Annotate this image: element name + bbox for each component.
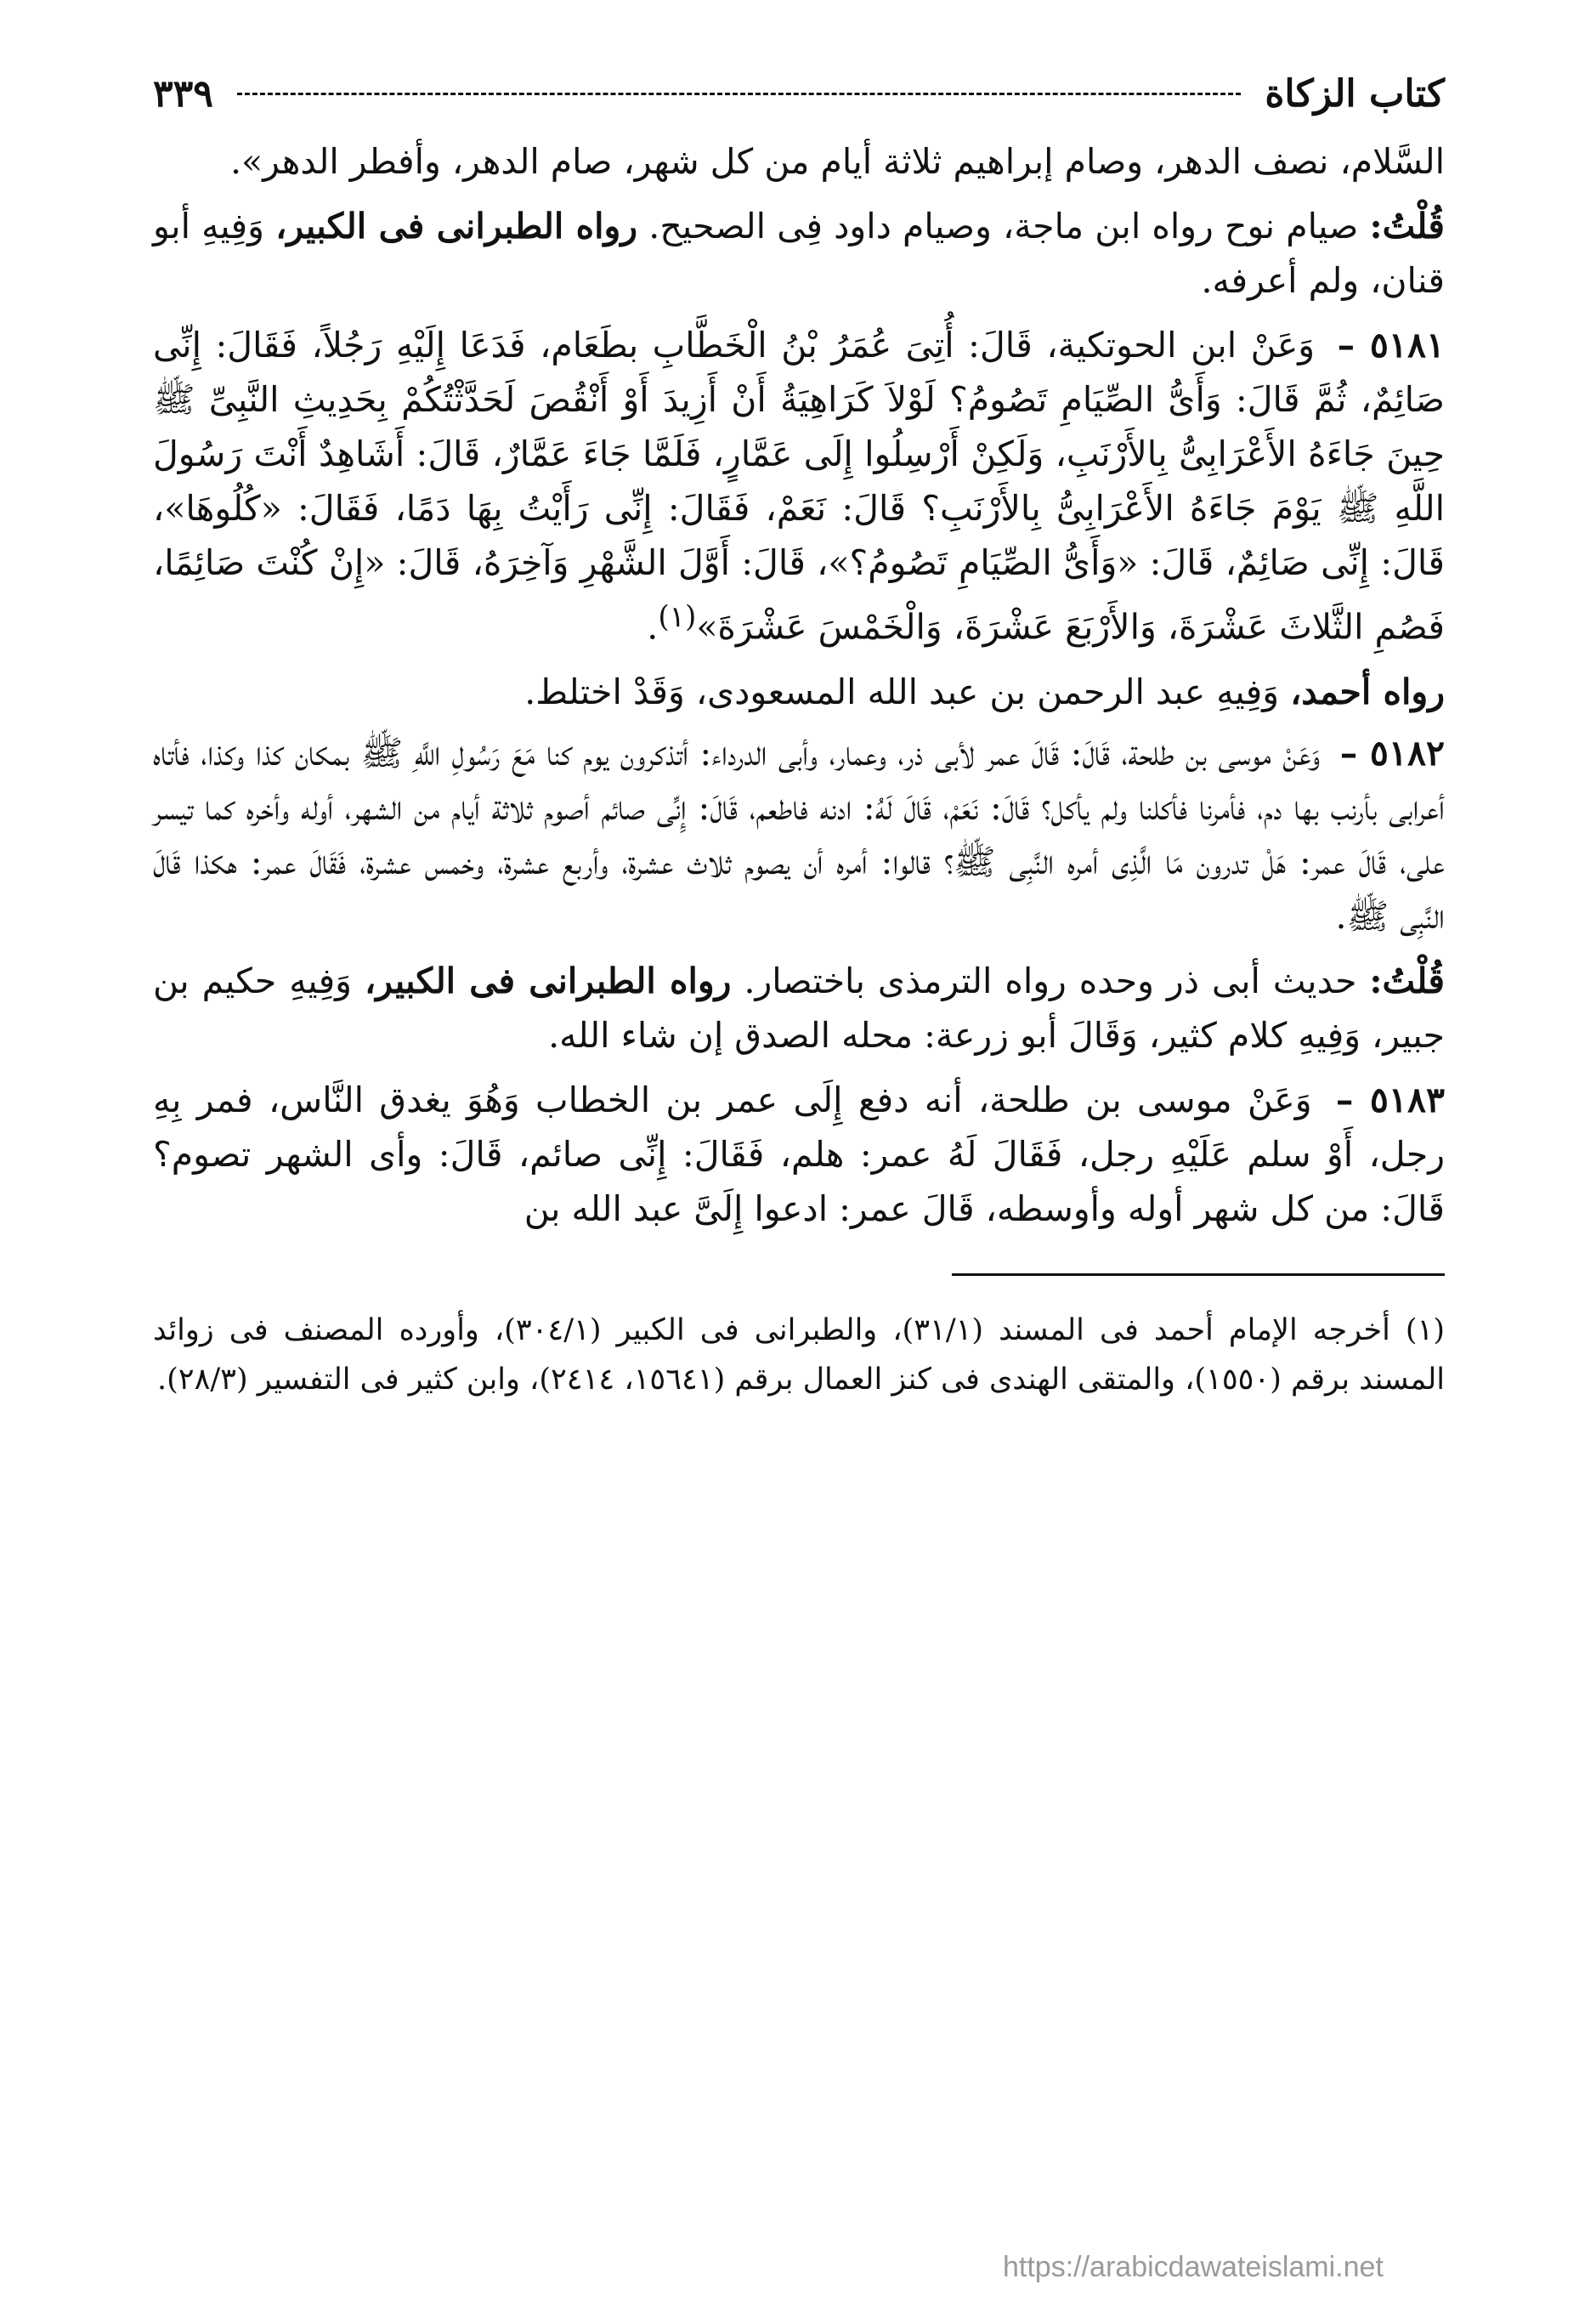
footnote-text: (١) أخرجه الإمام أحمد فى المسند (٣١/١)، والطبرانى فى الكبير (٣٠٤/١)، وأورده المصنف فى زوائد المسند برقم (١٥٥٠)، والمتقى الهندى فى كنز العمال برقم (١٥٦٤١، ٢٤١٤)، وابن كثير فى التفسير (٢٨/٣). [153, 1312, 1445, 1397]
commentary-paragraph [153, 954, 1445, 1063]
narration-source: رواه أحمد، [1290, 671, 1445, 712]
paragraph-text: السَّلام، نصف الدهر، وصام إبراهيم ثلاثة أيام من كل شهر، صام الدهر، وأفطر الدهر». [229, 141, 1445, 182]
hadith-5181: ٥١٨١ – وَعَنْ ابن الحوتكية، قَالَ: أُتِىَ عُمَرُ بْنُ الْخَطَّابِ بطَعَام، فَدَعَا إِلَيْهِ رَجُلاً، فَقَالَ: إِنِّى صَائِمٌ، ثُمَّ قَالَ: وَأَىُّ الصِّيَامِ تَصُومُ؟ لَوْلاَ كَرَاهِيَةُ أَنْ أَزِيدَ أَوْ أَنْقُصَ لَحَدَّثْتُكُمْ بِحَدِيثِ النَّبِىِّ ﷺ حِينَ جَاءَهُ الأَعْرَابِىُّ بِالأَرْنَبِ، وَلَكِنْ أَرْسِلُوا إِلَى عَمَّارٍ، فَلَمَّا جَاءَ عَمَّارٌ، قَالَ: أَشَاهِدٌ أَنْتَ رَسُولَ اللَّهِ ﷺ يَوْمَ جَاءَهُ الأَعْرَابِىُّ بِالأَرْنَبِ؟ قَالَ: نَعَمْ، فَقَالَ: إِنِّى رَأَيْتُ بِهَا دَمًا، فَقَالَ: «كُلُوهَا»، قَالَ: إِنِّى صَائِمٌ، قَالَ: «وَأَىُّ الصِّيَامِ تَصُومُ؟»، قَالَ: أَوَّلَ الشَّهْرِ وَآخِرَهُ، قَالَ: «إِنْ كُنْتَ صَائِمًا، فَصُمِ الثَّلاثَ عَشْرَةَ، وَالأَرْبَعَ عَشْرَةَ، وَالْخَمْسَ عَشْرَةَ»$^{(١)}$. [153, 325, 1445, 648]
source-paragraph [153, 665, 1445, 719]
paragraph-text: وَفِيهِ عبد الرحمن بن عبد الله المسعودى، وَقَدْ اختلط. [524, 671, 1291, 712]
paragraph-text: وَفِيهِ أبو قنان، ولم أعرفه. [153, 206, 1445, 301]
header-rule [237, 93, 1241, 95]
page [153, 60, 1445, 1434]
footnote-separator [952, 1273, 1445, 1276]
commentary-paragraph [153, 199, 1445, 308]
page-number: ٣٣٩ [153, 71, 213, 116]
footnote-marker[interactable]: (١) [658, 600, 697, 634]
narration-source: رواه الطبرانى فى الكبير، [275, 206, 638, 247]
hadith-text: وَعَنْ ابن الحوتكية، قَالَ: أُتِىَ عُمَرُ بْنُ الْخَطَّابِ بطَعَام، فَدَعَا إِلَيْهِ رَجُلاً، فَقَالَ: إِنِّى صَائِمٌ، ثُمَّ قَالَ: وَأَىُّ الصِّيَامِ تَصُومُ؟ لَوْلاَ كَرَاهِيَةُ أَنْ أَزِيدَ أَوْ أَنْقُصَ لَحَدَّثْتُكُمْ بِحَدِيثِ النَّبِىِّ ﷺ حِينَ جَاءَهُ الأَعْرَابِىُّ بِالأَرْنَبِ، وَلَكِنْ أَرْسِلُوا إِلَى عَمَّارٍ، فَلَمَّا جَاءَ عَمَّارٌ، قَالَ: أَشَاهِدٌ أَنْتَ رَسُولَ اللَّهِ ﷺ يَوْمَ جَاءَهُ الأَعْرَابِىُّ بِالأَرْنَبِ؟ قَالَ: نَعَمْ، فَقَالَ: إِنِّى رَأَيْتُ بِهَا دَمًا، فَقَالَ: «كُلُوهَا»، قَالَ: إِنِّى صَائِمٌ، قَالَ: «وَأَىُّ الصِّيَامِ تَصُومُ؟»، قَالَ: أَوَّلَ الشَّهْرِ وَآخِرَهُ، قَالَ: «إِنْ كُنْتَ صَائِمًا، فَصُمِ الثَّلاثَ عَشْرَةَ، وَالأَرْبَعَ عَشْرَةَ، وَالْخَمْسَ عَشْرَةَ» [153, 325, 1445, 648]
paragraph-text: وَفِيهِ حكيم بن جبير، وَفِيهِ كلام كثير، وَقَالَ أبو زرعة: محله الصدق إن شاء الله. [153, 960, 1445, 1056]
paragraph-continuation [153, 134, 1445, 189]
paragraph-text: حديث أبى ذر وحده رواه الترمذى باختصار. [731, 960, 1370, 1001]
paragraph-text: صيام نوح رواه ابن ماجة، وصيام داود فِى الصحيح. [637, 206, 1370, 247]
hadith-number: ٥١٨٣ – [1335, 1079, 1445, 1120]
qultu-label: قُلْتُ: [1369, 960, 1445, 1001]
main-text [153, 134, 1445, 1236]
hadith-text: وَعَنْ موسى بن طلحة، أنه دفع إِلَى عمر بن الخطاب وَهُوَ يغدق النَّاس، فمر بِهِ رجل، أَوْ سلم عَلَيْهِ رجل، فَقَالَ لَهُ عمر: هلم، فَقَالَ: إِنِّى صائم، قَالَ: وأى الشهر تصوم؟ قَالَ: من كل شهر أوله وأوسطه، قَالَ عمر: ادعوا إِلَىَّ عبد الله بن [153, 1079, 1445, 1229]
qultu-label: قُلْتُ: [1369, 206, 1446, 247]
narration-source: رواه الطبرانى فى الكبير، [364, 960, 732, 1001]
running-header [153, 60, 1445, 128]
hadith-text: وَعَنْ موسى بن طلحة، قَالَ: قَالَ عمر لأبى ذر، وعمار، وأبى الدرداء: أتذكرون يوم كنا مَعَ رَسُولِ اللَّهِ ﷺ بمكان كذا وكذا، فأتاه أعرابى بأرنب بها دم، فأمرنا فأكلنا ولم يأكل؟ قَالَ: نَعَمْ، قَالَ لَهُ: ادنه فاطعم، قَالَ: إِنِّى صائم أصوم ثلاثة أيام من الشهر، أوله وأخره كما تيسر على، قَالَ عمر: هَلْ تدرون مَا الَّذِى أمره النَّبِى ﷺ؟ قالوا: أمره أن يصوم ثلاث عشرة، وأربع عشرة، وخمس عشرة، فَقَالَ عمر: هكذا قَالَ النَّبِى ﷺ. [153, 732, 1445, 937]
footnote [153, 1306, 1445, 1404]
hadith-number: ٥١٨٢ – [1339, 732, 1445, 774]
hadith-5183 [153, 1073, 1445, 1236]
hadith-number: ٥١٨١ – [1337, 325, 1445, 366]
watermark-url: https://arabicdawateislami.net [1003, 2251, 1384, 2283]
hadith-5182 [153, 726, 1445, 944]
book-title: كتاب الزكاة [1265, 71, 1445, 116]
